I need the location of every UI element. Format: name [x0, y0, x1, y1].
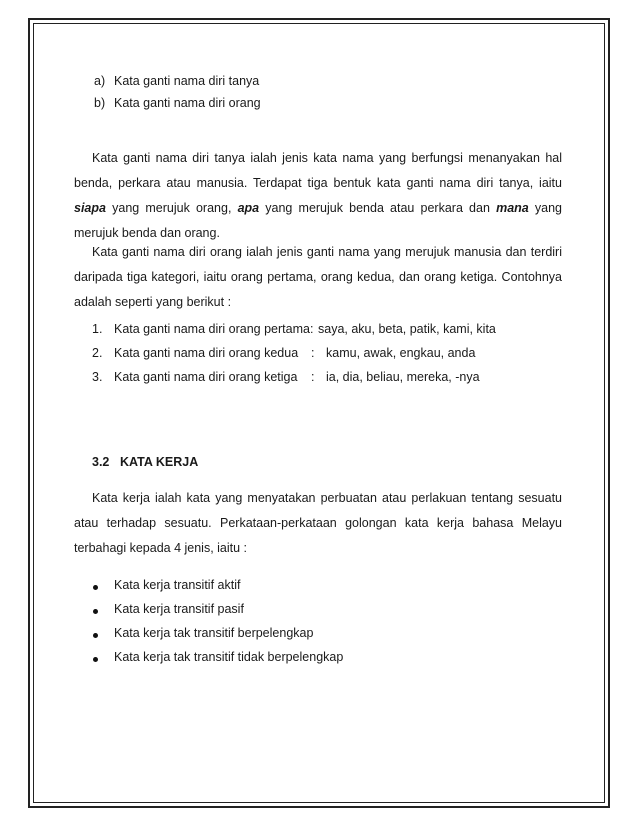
section-number: 3.2 — [92, 455, 110, 469]
text-line: Kata kerja ialah kata yang menyatakan perbuatan atau perlakuan tentang sesuatu — [92, 491, 562, 505]
numbered-marker: 1. — [92, 322, 103, 336]
bullet-item: Kata kerja transitif aktif — [114, 578, 241, 592]
page-border-inner — [33, 23, 605, 803]
text-run: yang — [528, 201, 562, 215]
emphasis-word: siapa — [74, 201, 106, 215]
numbered-value: kamu, awak, engkau, anda — [326, 346, 476, 360]
section-title: KATA KERJA — [120, 455, 199, 469]
bullet-item: Kata kerja transitif pasif — [114, 602, 244, 616]
bullet-icon — [93, 609, 98, 614]
bullet-item: Kata kerja tak transitif tidak berpelengkap — [114, 650, 344, 664]
numbered-value: ia, dia, beliau, mereka, -nya — [326, 370, 480, 384]
list-item: Kata ganti nama diri orang — [114, 96, 261, 110]
list-item: Kata ganti nama diri tanya — [114, 74, 260, 88]
paragraph-kata-ganti-orang — [74, 240, 562, 315]
bullet-icon — [93, 585, 98, 590]
text-run: yang merujuk orang, — [105, 201, 238, 215]
text-line: adalah seperti yang berikut : — [74, 295, 232, 309]
numbered-label: Kata ganti nama diri orang pertama — [114, 322, 310, 336]
numbered-marker: 2. — [92, 346, 103, 360]
text-line: merujuk benda dan orang. — [74, 226, 220, 240]
text-line: atau terhadap sesuatu. Perkataan-perkataan golongan kata kerja bahasa Melayu — [74, 516, 562, 530]
numbered-label: Kata ganti nama diri orang ketiga — [114, 370, 298, 384]
list-marker: a) — [94, 74, 106, 88]
text-run: yang merujuk benda atau perkara dan — [259, 201, 497, 215]
list-marker: b) — [94, 96, 106, 110]
numbered-marker: 3. — [92, 370, 103, 384]
text-line — [74, 196, 562, 221]
numbered-label: Kata ganti nama diri orang kedua — [114, 346, 299, 360]
text-line: Kata ganti nama diri tanya ialah jenis kata nama yang berfungsi menanyakan hal — [92, 151, 562, 165]
emphasis-word: apa — [237, 201, 260, 215]
text-line: daripada tiga kategori, iaitu orang pertama, orang kedua, dan orang ketiga. Contohnya — [74, 270, 562, 284]
numbered-value: saya, aku, beta, patik, kami, kita — [318, 322, 496, 336]
text-line: Kata ganti nama diri orang ialah jenis ganti nama yang merujuk manusia dan terdiri — [92, 245, 562, 259]
bullet-icon — [93, 633, 98, 638]
numbered-separator: : — [311, 346, 315, 360]
paragraph-kata-ganti-tanya — [74, 146, 562, 246]
bullet-icon — [93, 657, 98, 662]
paragraph-kata-kerja — [74, 486, 562, 561]
bullet-item: Kata kerja tak transitif berpelengkap — [114, 626, 314, 640]
text-line: terbahagi kepada 4 jenis, iaitu : — [74, 541, 248, 555]
numbered-separator: : — [310, 322, 314, 336]
text-line: benda, perkara atau manusia. Terdapat tiga bentuk kata ganti nama diri tanya, iaitu — [74, 176, 562, 190]
emphasis-word: mana — [496, 201, 529, 215]
numbered-separator: : — [311, 370, 315, 384]
